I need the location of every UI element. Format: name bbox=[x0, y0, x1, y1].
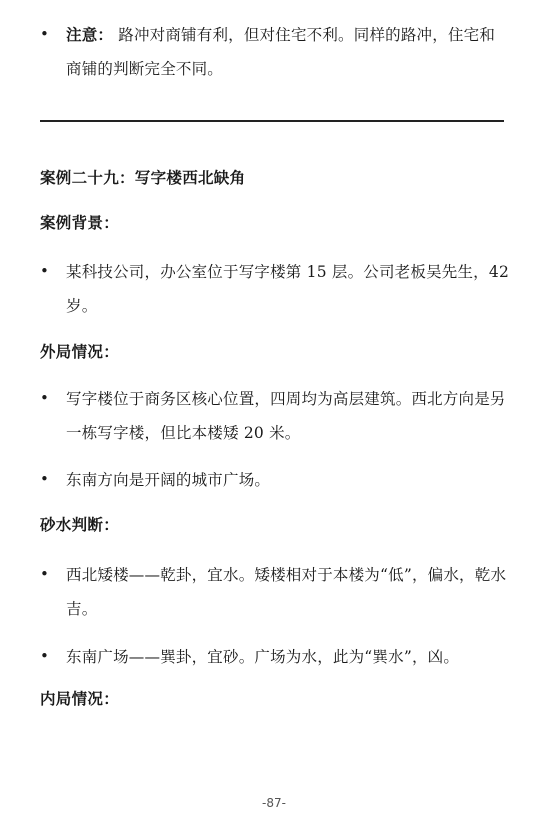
note-text: 路冲对商铺有利，但对住宅不利。同样的路冲，住宅和商铺的判断完全不同。 bbox=[66, 26, 496, 78]
case-title: 案例二十九：写字楼西北缺角 bbox=[40, 168, 246, 187]
sand-water-item-text: 东南广场——巽卦，宜砂。广场为水，此为“巽水”，凶。 bbox=[66, 648, 460, 666]
exterior-item-text: 东南方向是开阔的城市广场。 bbox=[66, 471, 271, 489]
bullet-dot: • bbox=[40, 565, 49, 583]
background-heading: 案例背景： bbox=[40, 213, 120, 232]
bullet-dot: • bbox=[40, 389, 49, 407]
exterior-item-text: 写字楼位于商务区核心位置，四周均为高层建筑。西北方向是另一栋写字楼，但比本楼矮 20 米。 bbox=[66, 390, 506, 442]
section-divider bbox=[40, 120, 504, 122]
sand-water-item-text: 西北矮楼——乾卦，宜水。矮楼相对于本楼为“低”，偏水，乾水吉。 bbox=[66, 566, 507, 618]
note-text-block bbox=[66, 18, 510, 86]
bullet-dot: • bbox=[40, 470, 49, 488]
interior-heading: 内局情况： bbox=[40, 689, 120, 708]
background-item-text: 某科技公司，办公室位于写字楼第 15 层。公司老板吴先生，42 岁。 bbox=[66, 263, 510, 315]
exterior-heading: 外局情况： bbox=[40, 342, 120, 361]
note-label: 注意： bbox=[66, 25, 114, 44]
bullet-dot: • bbox=[40, 25, 49, 43]
bullet-dot: • bbox=[40, 262, 49, 280]
page-number: -87- bbox=[262, 796, 286, 810]
sand-water-heading: 砂水判断： bbox=[40, 515, 120, 534]
bullet-dot: • bbox=[40, 647, 49, 665]
